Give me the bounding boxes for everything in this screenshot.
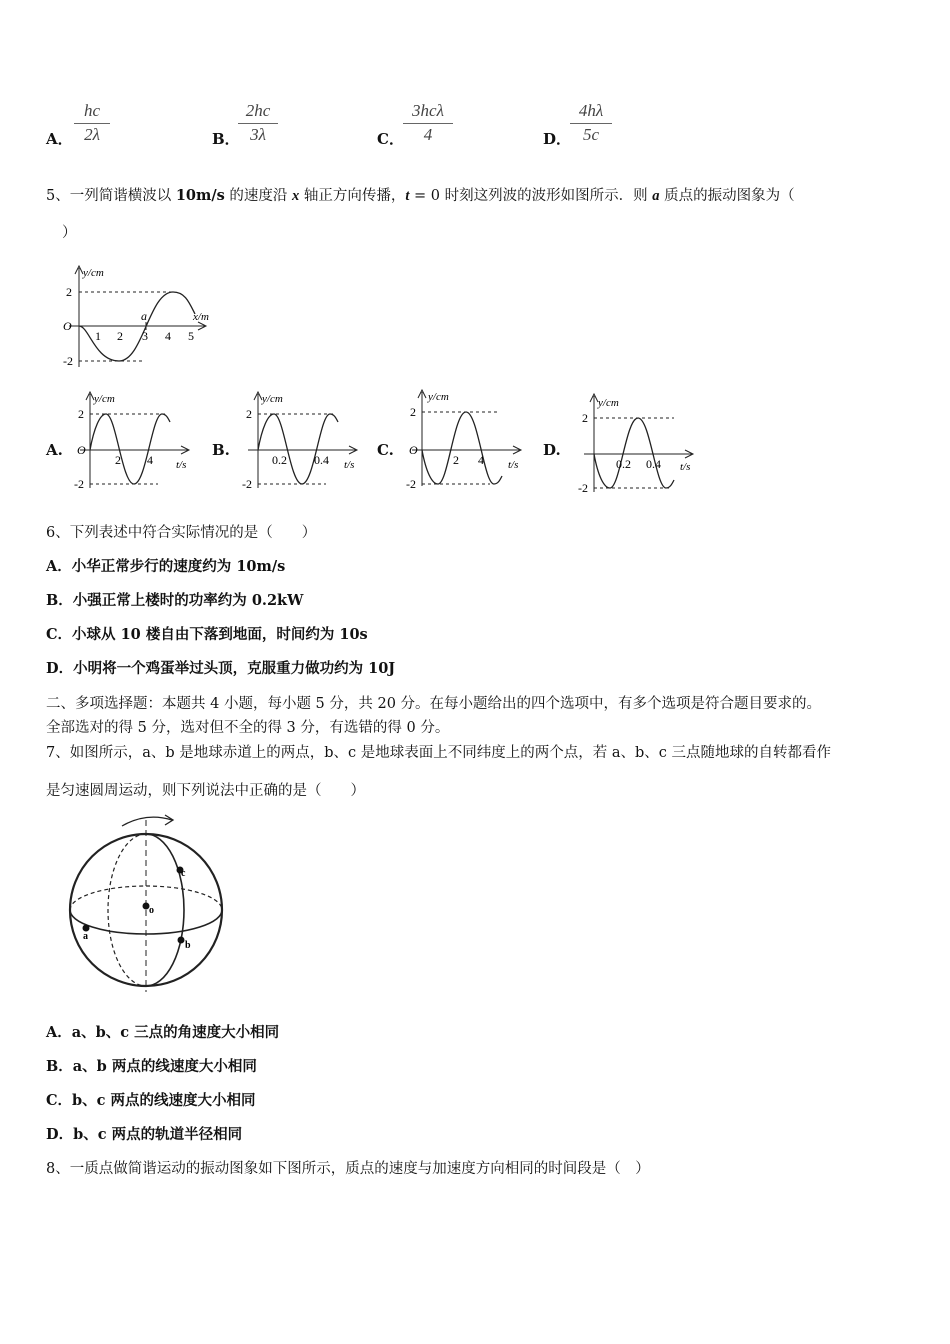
svg-text:t/s: t/s: [344, 459, 355, 471]
q6-stem: 6、下列表述中符合实际情况的是（ ）: [46, 525, 317, 541]
q4-option-c-fraction: 3hcλ 4: [403, 101, 453, 145]
wave-point-a: a: [141, 309, 147, 323]
svg-text:2: 2: [115, 453, 121, 467]
q4-option-d-fraction: $\frac{4h\lambda}{5c}$: [570, 101, 612, 145]
meridian-back: [108, 834, 146, 986]
svg-text:-2: -2: [242, 477, 252, 491]
wave-xlabel: x/m: [193, 311, 209, 323]
q5-option-b-graph: [236, 388, 366, 496]
svg-text:-2: -2: [406, 477, 416, 491]
svg-text:2: 2: [453, 453, 459, 467]
q5-option-d-label: D.: [543, 441, 561, 459]
rotation-arrowhead: [165, 815, 173, 825]
svg-text:y/cm: y/cm: [428, 391, 449, 403]
wave-ylabel: y/cm: [83, 267, 104, 279]
q7-option-a: A．a、b、c 三点的角速度大小相同: [46, 1024, 280, 1041]
section2-line1: 二、多项选择题：本题共 4 小题，每小题 5 分，共 20 分。在每小题给出的四个选项中，有多个选项是符合题目要求的。: [46, 696, 822, 712]
q4-option-d-label: D．: [543, 130, 572, 148]
q8-stem: 8、一质点做简谐运动的振动图象如下图所示，质点的速度与加速度方向相同的时间段是（ ）: [46, 1161, 650, 1177]
q5-option-a-label: A.: [46, 441, 63, 459]
wave-ytick-neg2: -2: [63, 354, 73, 368]
q7-option-d: D．b、c 两点的轨道半径相同: [46, 1126, 243, 1143]
svg-text:t/s: t/s: [508, 459, 519, 471]
q4-option-b-label: B．: [212, 130, 240, 148]
section2-line2: 全部选对的得 5 分，选对但不全的得 3 分，有选错的得 0 分。: [46, 720, 450, 736]
q5-stem-close: ）: [62, 225, 77, 241]
wave-xtick-2: 2: [117, 329, 123, 343]
q5-option-c-label: C.: [377, 441, 394, 459]
svg-text:y/cm: y/cm: [598, 397, 619, 409]
svg-text:O: O: [409, 443, 418, 457]
q7-stem-line2: 是匀速圆周运动，则下列说法中正确的是（ ）: [46, 783, 365, 799]
label-o: o: [149, 905, 154, 916]
svg-text:0.4: 0.4: [646, 457, 661, 471]
svg-text:0.2: 0.2: [272, 453, 287, 467]
q5-wave-graph: [55, 262, 225, 374]
svg-text:y/cm: y/cm: [94, 393, 115, 405]
point-b-dot: [178, 937, 185, 944]
q6-option-a: A．小华正常步行的速度约为 10m/s: [46, 558, 286, 575]
q6-option-b: B．小强正常上楼时的功率约为 0.2kW: [46, 592, 304, 609]
svg-text:-2: -2: [74, 477, 84, 491]
q4-option-a-label: A．: [46, 130, 73, 148]
svg-text:4: 4: [147, 453, 153, 467]
svg-text:2: 2: [246, 407, 252, 421]
q5-stem: 5、一列简谐横波以 10m/s 的速度沿 x 轴正方向传播，t = 0 时刻这列波的波形如图所示．则 a 质点的振动图象为（: [46, 187, 795, 204]
wave-ytick-2: 2: [66, 285, 72, 299]
q7-earth-diagram: [62, 812, 232, 994]
wave-xtick-5: 5: [188, 329, 194, 343]
wave-origin: O: [63, 319, 72, 333]
label-b: b: [185, 940, 191, 951]
q7-stem-line1: 7、如图所示，a、b 是地球赤道上的两点，b、c 是地球表面上不同纬度上的两个点，若 a、b、c 三点随地球的自转都看作: [46, 745, 832, 761]
svg-text:2: 2: [582, 411, 588, 425]
q7-option-b: B．a、b 两点的线速度大小相同: [46, 1058, 257, 1075]
q4-option-b-fraction: $\frac{2hc}{3\lambda}$: [238, 101, 278, 145]
wave-xtick-1: 1: [95, 329, 101, 343]
svg-text:O: O: [77, 443, 86, 457]
q4-option-a-fraction: $\frac{hc}{2\lambda}$: [74, 101, 110, 145]
q5-option-d-graph: [574, 390, 704, 498]
q6-option-d: D．小明将一个鸡蛋举过头顶，克服重力做功约为 10J: [46, 660, 396, 677]
svg-text:t/s: t/s: [176, 459, 187, 471]
svg-text:0.4: 0.4: [314, 453, 329, 467]
rotation-arrow: [122, 817, 172, 826]
svg-text:2: 2: [410, 405, 416, 419]
q7-option-c: C．b、c 两点的线速度大小相同: [46, 1092, 256, 1109]
svg-text:y/cm: y/cm: [262, 393, 283, 405]
svg-text:t/s: t/s: [680, 461, 691, 473]
svg-text:-2: -2: [578, 481, 588, 495]
wave-xtick-3: 3: [142, 329, 148, 343]
q5-option-b-label: B.: [212, 441, 230, 459]
svg-text:4: 4: [478, 453, 484, 467]
q6-option-c: C．小球从 10 楼自由下落到地面，时间约为 10s: [46, 626, 368, 643]
q4-option-c-label: C．: [377, 130, 404, 148]
label-a: a: [83, 931, 88, 942]
wave-xtick-4: 4: [165, 329, 171, 343]
svg-text:2: 2: [78, 407, 84, 421]
svg-text:0.2: 0.2: [616, 457, 631, 471]
label-c: c: [181, 868, 186, 879]
q5-option-a-graph: [68, 388, 198, 496]
q5-option-c-graph: [400, 386, 530, 494]
